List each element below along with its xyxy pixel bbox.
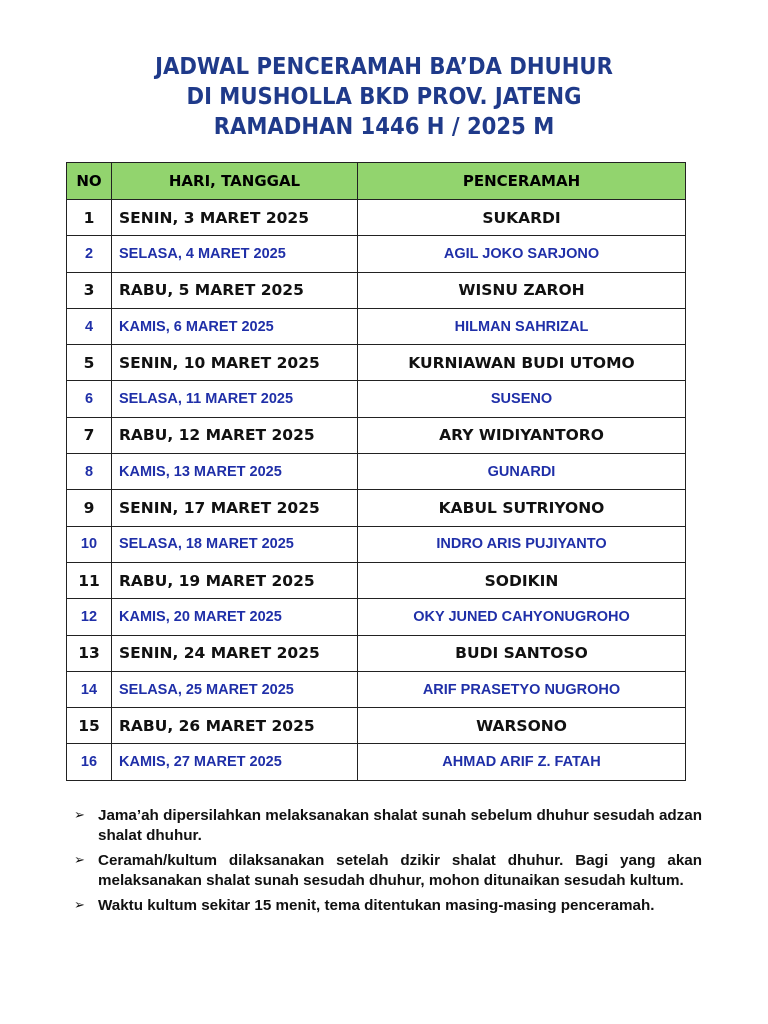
table-row	[67, 417, 686, 453]
row-no: 3	[67, 272, 112, 308]
row-speaker: SODIKIN	[358, 562, 686, 598]
table-row	[67, 671, 686, 707]
row-no: 12	[67, 599, 112, 635]
row-day-date: SELASA, 25 MARET 2025	[112, 671, 358, 707]
note-item	[74, 806, 702, 846]
row-day-date: SELASA, 18 MARET 2025	[112, 526, 358, 562]
page-title	[0, 52, 768, 142]
row-speaker: SUKARDI	[358, 200, 686, 236]
header-no: NO	[67, 163, 112, 200]
table-row	[67, 381, 686, 417]
row-speaker: AHMAD ARIF Z. FATAH	[358, 744, 686, 780]
row-day-date: SELASA, 11 MARET 2025	[112, 381, 358, 417]
row-no: 7	[67, 417, 112, 453]
row-day-date: KAMIS, 20 MARET 2025	[112, 599, 358, 635]
row-no: 6	[67, 381, 112, 417]
table-row	[67, 562, 686, 598]
title-line-2: DI MUSHOLLA BKD PROV. JATENG	[186, 84, 582, 110]
row-day-date: SENIN, 10 MARET 2025	[112, 345, 358, 381]
row-day-date: SENIN, 3 MARET 2025	[112, 200, 358, 236]
row-no: 14	[67, 671, 112, 707]
row-speaker: BUDI SANTOSO	[358, 635, 686, 671]
row-day-date: KAMIS, 6 MARET 2025	[112, 308, 358, 344]
row-speaker: SUSENO	[358, 381, 686, 417]
row-speaker: GUNARDI	[358, 454, 686, 490]
row-day-date: RABU, 19 MARET 2025	[112, 562, 358, 598]
row-no: 13	[67, 635, 112, 671]
row-no: 16	[67, 744, 112, 780]
arrow-right-icon: ➢	[74, 853, 85, 868]
table-row	[67, 345, 686, 381]
schedule-table	[66, 162, 686, 781]
table-row	[67, 708, 686, 744]
table-row	[67, 200, 686, 236]
row-no: 1	[67, 200, 112, 236]
row-no: 4	[67, 308, 112, 344]
row-day-date: SENIN, 17 MARET 2025	[112, 490, 358, 526]
row-no: 15	[67, 708, 112, 744]
row-no: 2	[67, 236, 112, 272]
row-speaker: KABUL SUTRIYONO	[358, 490, 686, 526]
title-line-1: JADWAL PENCERAMAH BA’DA DHUHUR	[155, 54, 613, 80]
header-day-date: HARI, TANGGAL	[112, 163, 358, 200]
row-day-date: SENIN, 24 MARET 2025	[112, 635, 358, 671]
row-day-date: RABU, 26 MARET 2025	[112, 708, 358, 744]
note-item	[74, 896, 702, 916]
table-row	[67, 526, 686, 562]
row-speaker: HILMAN SAHRIZAL	[358, 308, 686, 344]
row-speaker: AGIL JOKO SARJONO	[358, 236, 686, 272]
header-speaker: PENCERAMAH	[358, 163, 686, 200]
note-text: Jama’ah dipersilahkan melaksanakan shalat sunah sebelum dhuhur sesudah adzan shalat dhuhur.	[98, 807, 702, 844]
arrow-right-icon: ➢	[74, 898, 85, 913]
row-day-date: KAMIS, 13 MARET 2025	[112, 454, 358, 490]
note-item	[74, 851, 702, 891]
note-text: Ceramah/kultum dilaksanakan setelah dzikir shalat dhuhur. Bagi yang akan melaksanakan shalat sunah sesudah dhuhur, mohon ditunaikan sesudah kultum.	[98, 852, 702, 889]
row-no: 8	[67, 454, 112, 490]
table-row	[67, 272, 686, 308]
table-row	[67, 744, 686, 780]
table-row	[67, 635, 686, 671]
row-speaker: WISNU ZAROH	[358, 272, 686, 308]
table-row	[67, 454, 686, 490]
row-day-date: SELASA, 4 MARET 2025	[112, 236, 358, 272]
row-day-date: RABU, 12 MARET 2025	[112, 417, 358, 453]
row-speaker: OKY JUNED CAHYONUGROHO	[358, 599, 686, 635]
row-speaker: ARIF PRASETYO NUGROHO	[358, 671, 686, 707]
table-row	[67, 599, 686, 635]
row-no: 5	[67, 345, 112, 381]
row-no: 11	[67, 562, 112, 598]
row-no: 9	[67, 490, 112, 526]
note-text: Waktu kultum sekitar 15 menit, tema ditentukan masing-masing penceramah.	[98, 897, 655, 914]
row-day-date: KAMIS, 27 MARET 2025	[112, 744, 358, 780]
row-no: 10	[67, 526, 112, 562]
schedule-rows	[67, 200, 686, 781]
row-speaker: WARSONO	[358, 708, 686, 744]
row-speaker: KURNIAWAN BUDI UTOMO	[358, 345, 686, 381]
row-speaker: ARY WIDIYANTORO	[358, 417, 686, 453]
title-line-3: RAMADHAN 1446 H / 2025 M	[213, 114, 555, 140]
notes-list	[74, 806, 702, 921]
table-row	[67, 308, 686, 344]
table-header-row	[67, 163, 686, 200]
table-row	[67, 490, 686, 526]
table-row	[67, 236, 686, 272]
arrow-right-icon: ➢	[74, 808, 85, 823]
row-speaker: INDRO ARIS PUJIYANTO	[358, 526, 686, 562]
row-day-date: RABU, 5 MARET 2025	[112, 272, 358, 308]
